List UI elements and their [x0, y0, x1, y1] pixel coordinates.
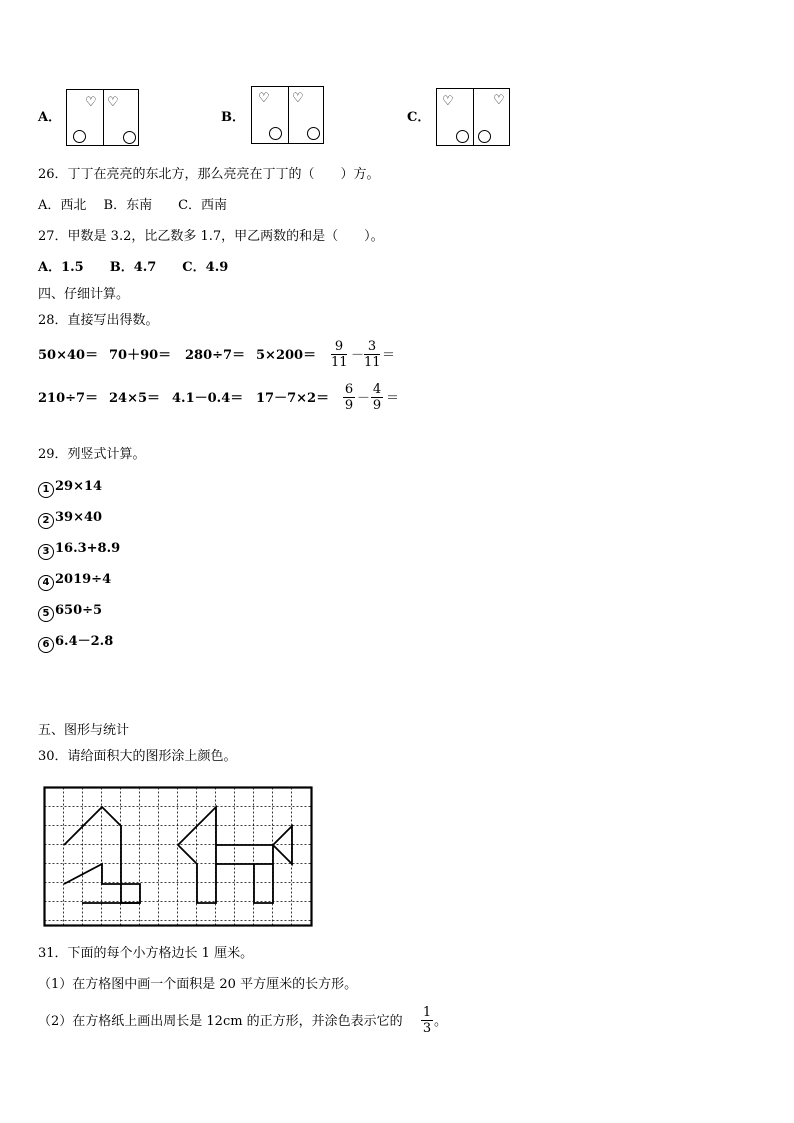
q28-item: 210÷7＝ [38, 391, 99, 406]
fraction: 4 9 [372, 382, 382, 413]
q29-item: 3 16.3+8.9 [38, 541, 120, 560]
q31-part-1: （1）在方格图中画一个面积是 20 平方厘米的长方形。 [38, 977, 358, 992]
q28-stem: 28．直接写出得数。 [38, 313, 159, 328]
section-heading-5: 五、图形与统计 [38, 723, 130, 738]
q28-item: 17－7×2＝ [256, 391, 330, 406]
section-heading-4: 四、仔细计算。 [38, 287, 130, 302]
q30-grid-figure [40, 784, 316, 930]
heart-icon: ♡ [258, 91, 270, 106]
heart-icon: ♡ [442, 94, 454, 109]
q25-option-a-label[interactable]: A． [38, 110, 62, 125]
q28-item: 280÷7＝ [185, 348, 246, 363]
heart-icon: ♡ [85, 95, 97, 110]
grid-border [45, 788, 312, 926]
q25-option-b-label[interactable]: B． [221, 110, 245, 125]
q30-stem: 30．请给面积大的图形涂上颜色。 [38, 749, 237, 764]
heart-icon: ♡ [493, 93, 505, 108]
q29-item: 5 650÷5 [38, 603, 102, 622]
q25-option-b-figure [251, 86, 324, 144]
q25-option-c-figure [436, 88, 510, 146]
fraction: 9 11 [331, 339, 348, 370]
q27-options[interactable]: A．1.5 B．4.7 C．4.9 [38, 260, 229, 275]
q29-item: 2 39×40 [38, 510, 102, 529]
q29-item: 6 6.4－2.8 [38, 634, 113, 653]
fraction: 6 9 [344, 382, 354, 413]
q29-item: 4 2019÷4 [38, 572, 111, 591]
fraction-one-third: 1 3 [422, 1005, 432, 1036]
q31-period: 。 [434, 1014, 448, 1029]
right-shape[interactable] [178, 807, 292, 903]
equals-sign: ＝ [386, 391, 400, 406]
q31-part-2 [38, 1014, 403, 1030]
q26-options[interactable]: A．西北 B．东南 C．西南 [38, 198, 228, 213]
q26-stem: 26．丁丁在亮亮的东北方，那么亮亮在丁丁的（ ）方。 [38, 167, 380, 182]
q28-item: 70＋90＝ [109, 348, 172, 363]
q25-option-a-figure [66, 89, 139, 146]
q31-stem: 31．下面的每个小方格边长 1 厘米。 [38, 946, 254, 961]
left-shape[interactable] [64, 807, 140, 903]
circle-icon [269, 127, 282, 140]
heart-icon: ♡ [107, 95, 119, 110]
q29-stem: 29．列竖式计算。 [38, 447, 146, 462]
q25-option-c-label[interactable]: C． [407, 110, 431, 125]
q28-item: 50×40＝ [38, 348, 99, 363]
circle-icon [456, 130, 469, 143]
q28-item: 24×5＝ [109, 391, 161, 406]
heart-icon: ♡ [292, 91, 304, 106]
q28-item: 5×200＝ [256, 348, 317, 363]
q31-part-2-text: （2）在方格纸上画出周长是 12cm 的正方形，并涂色表示它的 [38, 1014, 403, 1029]
q28-item: 4.1－0.4＝ [172, 391, 244, 406]
circle-icon [478, 130, 491, 143]
fraction: 3 11 [364, 339, 381, 370]
q27-stem: 27．甲数是 3.2，比乙数多 1.7，甲乙两数的和是（ ）。 [38, 229, 384, 244]
circle-icon [73, 130, 86, 143]
minus-sign: － [351, 348, 365, 363]
equals-sign: ＝ [382, 348, 396, 363]
circle-icon [123, 131, 136, 144]
minus-sign: － [357, 391, 371, 406]
circle-icon [307, 127, 320, 140]
q29-item: 1 29×14 [38, 479, 102, 498]
